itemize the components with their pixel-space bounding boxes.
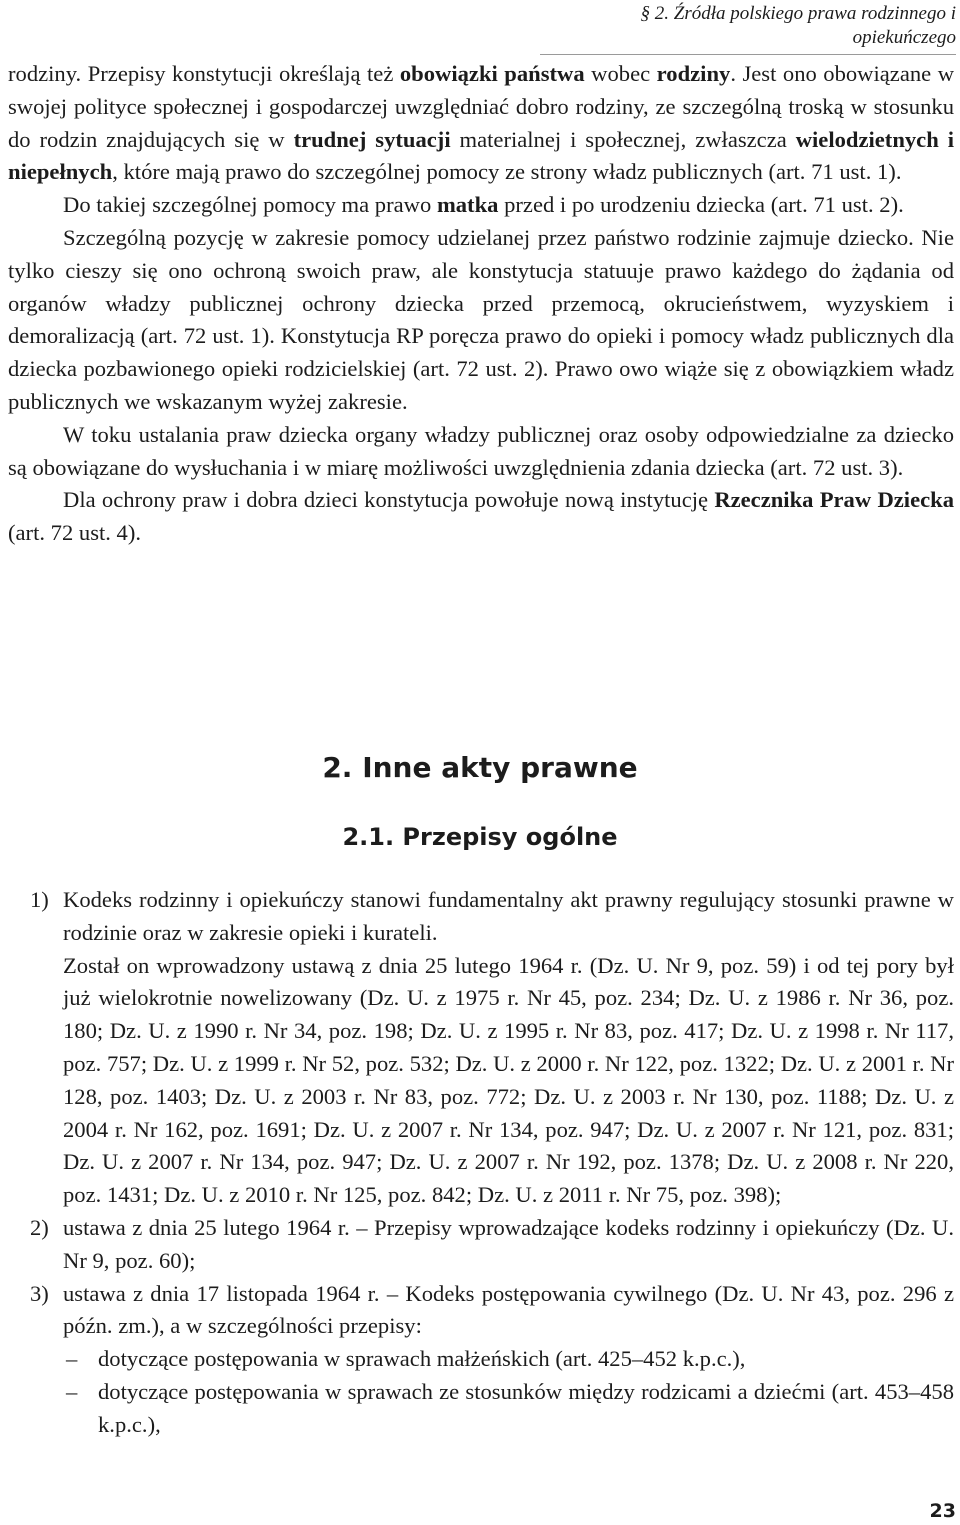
list-number: 3) bbox=[30, 1280, 49, 1306]
list-number: 1) bbox=[30, 887, 49, 912]
text-run: wobec bbox=[584, 61, 657, 86]
list-item-text: Został on wprowadzony ustawą z dnia 25 lutego 1964 r. (Dz. U. Nr 9, poz. 59) i od tej pory był już wielokrotnie nowelizowany (Dz. U. z 1975 r. Nr 45, poz. 234; Dz. U. z 1986 r. Nr 36, poz. 180; Dz. U. z 1990 r. Nr 34, poz. 198; Dz. U. z 1995 r. Nr 83, poz. 417; Dz. U. z 1998 r. Nr 117, poz. 757; Dz. U. z 1999 r. Nr 52, poz. 532; Dz. U. z 2000 r. Nr 122, poz. 1322; Dz. U. z 2001 r. Nr 128, poz. 1403; Dz. U. z 2003 r. Nr 83, poz. 772; Dz. U. z 2003 r. Nr 130, poz. 1188; Dz. U. z 2004 r. Nr 162, poz. 1691; Dz. U. z 2007 r. Nr 134, poz. 947; Dz. U. z 2007 r. Nr 121, poz. 831; Dz. U. z 2007 r. Nr 134, poz. 947; Dz. U. z 2007 r. Nr 192, poz. 1378; Dz. U. z 2008 r. Nr 220, poz. 1431; Dz. U. z 2010 r. Nr 125, poz. 842; Dz. U. z 2011 r. Nr 75, poz. 398); bbox=[63, 952, 954, 1208]
body-text bbox=[8, 58, 954, 550]
dash-mark: – bbox=[66, 1378, 78, 1404]
bold-term: Rzecznika Praw Dziecka bbox=[714, 487, 954, 513]
legal-acts-list bbox=[8, 884, 954, 1442]
paragraph bbox=[8, 58, 954, 189]
list-item bbox=[8, 1278, 954, 1442]
list-number: 2) bbox=[30, 1214, 49, 1240]
paragraph bbox=[8, 189, 954, 222]
section-heading: 2. Inne akty prawne bbox=[322, 751, 638, 784]
text-run: Do takiej szczególnej pomocy ma prawo bbox=[63, 192, 437, 218]
dash-item bbox=[8, 1343, 954, 1376]
running-head: § 2. Źródła polskiego prawa rodzinnego i opiekuńczego bbox=[540, 2, 956, 55]
bold-term: wielodzietnych i niepełnych bbox=[8, 126, 954, 185]
list-item bbox=[8, 1212, 954, 1278]
text-run: rodziny. Przepisy konstytucji określają też bbox=[8, 61, 400, 86]
dash-item bbox=[8, 1376, 954, 1442]
text-run: . Jest ono obowiązane w swojej polityce społecznej i gospodarczej uwzględniać dobro rodziny, ze szczególną troską w stosunku do rodzin znajdujących się w bbox=[8, 61, 955, 152]
dash-mark: – bbox=[66, 1346, 78, 1372]
dash-item-text: dotyczące postępowania w sprawach małżeńskich (art. 425–452 k.p.c.), bbox=[98, 1346, 746, 1372]
list-item-text: Kodeks rodzinny i opiekuńczy stanowi fundamentalny akt prawny regulujący stosunki prawne w rodzinie oraz w zakresie opieki i kurateli. bbox=[63, 887, 954, 945]
subsection-heading: 2.1. Przepisy ogólne bbox=[342, 823, 618, 851]
bold-term: trudnej sytuacji bbox=[293, 126, 451, 152]
paragraph bbox=[8, 484, 954, 550]
list-item-text: ustawa z dnia 25 lutego 1964 r. – Przepisy wprowadzające kodeks rodzinny i opiekuńczy (Dz. U. Nr 9, poz. 60); bbox=[63, 1214, 954, 1273]
text-run: (art. 72 ust. 4). bbox=[8, 520, 142, 546]
bold-term: rodziny bbox=[656, 61, 731, 86]
bold-term: matka bbox=[436, 192, 499, 218]
text-run: , które mają prawo do szczególnej pomocy ze strony władz publicznych (art. 71 ust. 1). bbox=[112, 159, 902, 185]
bold-term: obowiązki państwa bbox=[399, 61, 585, 86]
text-run: przed i po urodzeniu dziecka (art. 71 ust. 2). bbox=[498, 192, 904, 218]
list-item-text: ustawa z dnia 17 listopada 1964 r. – Kodeks postępowania cywilnego (Dz. U. Nr 43, poz. 296 z późn. zm.), a w szczególności przepisy: bbox=[63, 1280, 954, 1339]
dash-item-text: dotyczące postępowania w sprawach ze stosunków między rodzicami a dziećmi (art. 453–458 k.p.c.), bbox=[98, 1378, 954, 1437]
text-run: materialnej i społecznej, zwłaszcza bbox=[450, 126, 796, 152]
paragraph: W toku ustalania praw dziecka organy władzy publicznej oraz osoby odpowiedzialne za dziecko są obowiązane do wysłuchania i w miarę możliwości uwzględnienia zdania dziecka (art. 72 ust. 3). bbox=[8, 421, 954, 480]
paragraph: Szczególną pozycję w zakresie pomocy udzielanej przez państwo rodzinie zajmuje dziecko. Nie tylko cieszy się ono ochroną swoich praw, ale konstytucja statuuje prawo każdego do żądania od organów władzy publicznej ochrony dziecka przed przemocą, okrucieństwem, wyzyskiem i demoralizacją (art. 72 ust. 1). Konstytucja RP poręcza prawo do opieki i pomocy władz publicznych dla dziecka pozbawionego opieki rodzicielskiej (art. 72 ust. 2). Prawo owo wiąże się z obowiązkiem władz publicznych we wskazanym wyżej zakresie. bbox=[8, 224, 954, 414]
list-item bbox=[8, 884, 954, 1212]
text-run: Dla ochrony praw i dobra dzieci konstytucja powołuje nową instytucję bbox=[63, 487, 715, 513]
page-number: 23 bbox=[929, 1500, 956, 1522]
